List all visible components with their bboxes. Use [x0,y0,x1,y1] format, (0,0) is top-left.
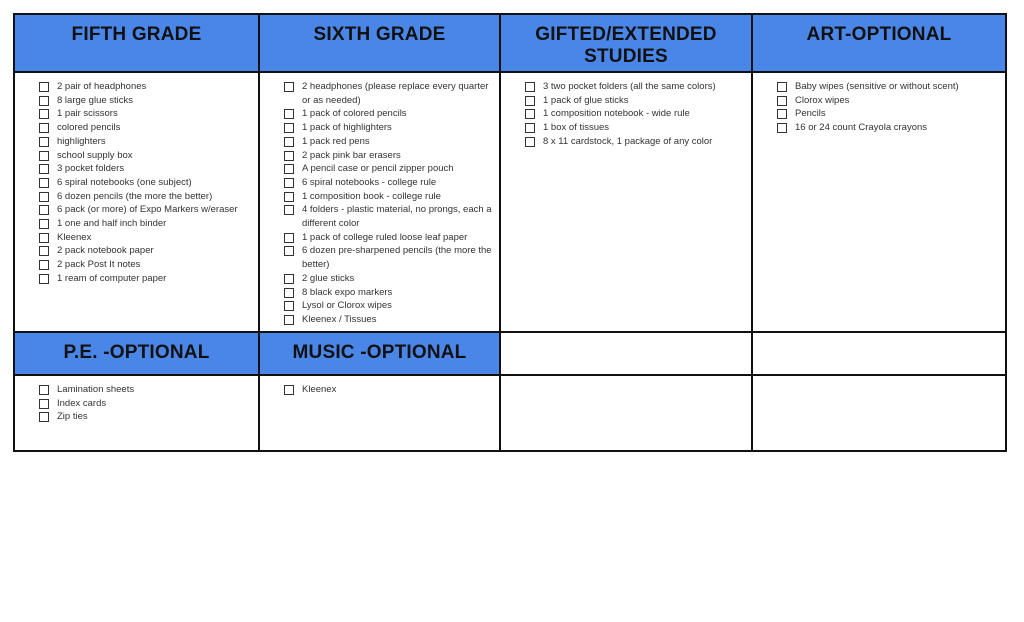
checklist-item-label: 6 spiral notebooks - college rule [302,176,437,188]
checkbox-icon[interactable] [284,164,294,174]
checklist-item-label: 16 or 24 count Crayola crayons [795,122,928,134]
checklist-item[interactable] [39,121,254,135]
checklist-item[interactable] [39,135,254,149]
checklist-item-label: 3 pocket folders [57,163,125,175]
checklist-item-label: Lysol or Clorox wipes [302,300,392,312]
checklist-item-label: Clorox wipes [795,94,850,106]
checkbox-icon[interactable] [284,82,294,92]
checklist-item[interactable] [39,176,254,190]
checkbox-icon[interactable] [777,82,787,92]
checklist-item[interactable] [284,272,495,286]
checkbox-icon[interactable] [39,192,49,202]
music-cell [259,375,500,451]
checklist-item-label: Index cards [57,397,107,409]
pe-title: P.E. -OPTIONAL [63,342,210,363]
checklist-item-label: 2 pack notebook paper [57,245,154,257]
pe-list [15,376,258,424]
checklist-item-label: 1 pack red pens [302,135,370,147]
fifth-grade-title: FIFTH GRADE [71,24,202,45]
checklist-item-label: 1 pack of college ruled loose leaf paper [302,231,468,243]
checkbox-icon[interactable] [777,123,787,133]
empty-body-cell [500,375,752,451]
fifth-grade-list [15,73,258,286]
checklist-item[interactable] [284,203,495,230]
checklist-item[interactable] [39,203,254,217]
checklist-item[interactable] [777,80,1001,94]
fifth-grade-header [14,14,259,72]
fifth-grade-cell [14,72,259,332]
checkbox-icon[interactable] [39,164,49,174]
pe-header [14,332,259,375]
checklist-item[interactable] [284,176,495,190]
supply-list-table [13,13,1007,452]
checkbox-icon[interactable] [284,274,294,284]
checklist-item-label: 1 pack of colored pencils [302,108,407,120]
art-header [752,14,1006,72]
checklist-item[interactable] [39,149,254,163]
checklist-item-label: 6 spiral notebooks (one subject) [57,176,192,188]
checkbox-icon[interactable] [284,233,294,243]
checklist-item-label: 1 box of tissues [543,122,610,134]
checkbox-icon[interactable] [39,246,49,256]
checklist-item[interactable] [525,121,747,135]
checklist-item-label: Kleenex [57,231,92,243]
checklist-item-label: 2 pair of headphones [57,81,147,92]
checklist-item-label: 2 headphones (please replace every quarter or as needed) [302,81,489,106]
checklist-item-label: 8 black expo markers [302,286,393,298]
checkbox-icon[interactable] [284,385,294,395]
checklist-item-label: 2 glue sticks [302,272,355,284]
gifted-cell [500,72,752,332]
checklist-item[interactable] [39,272,254,286]
checklist-item[interactable] [39,410,254,424]
checklist-item-label: A pencil case or pencil zipper pouch [302,163,454,175]
checkbox-icon[interactable] [525,82,535,92]
checklist-item[interactable] [777,121,1001,135]
checklist-item[interactable] [284,135,495,149]
checklist-item[interactable] [284,162,495,176]
checkbox-icon[interactable] [777,109,787,119]
art-cell [752,72,1006,332]
checklist-item[interactable] [284,313,495,327]
sixth-grade-list [260,73,499,327]
checklist-item[interactable] [39,397,254,411]
checklist-item-label: 1 composition book - college rule [302,190,441,202]
checklist-item[interactable] [284,121,495,135]
checklist-item-label: Kleenex / Tissues [302,313,377,325]
checkbox-icon[interactable] [525,109,535,119]
checkbox-icon[interactable] [39,178,49,188]
checklist-item-label: 8 x 11 cardstock, 1 package of any color [543,135,713,147]
checklist-item-label: 1 composition notebook - wide rule [543,108,690,120]
checklist-item-label: 4 folders - plastic material, no prongs, each a different color [302,204,492,230]
checkbox-icon[interactable] [777,96,787,106]
gifted-header [500,14,752,72]
checklist-item-label: Zip ties [57,411,88,423]
checklist-item-label: 3 two pocket folders (all the same colors) [543,81,716,92]
checklist-item-label: 1 pack of highlighters [302,122,392,134]
sixth-grade-cell [259,72,500,332]
checkbox-icon[interactable] [284,151,294,161]
checklist-item-label: 8 large glue sticks [57,94,134,106]
checklist-item-label: Lamination sheets [57,384,135,395]
checklist-item[interactable] [777,94,1001,108]
checkbox-icon[interactable] [284,315,294,325]
checklist-item[interactable] [777,107,1001,121]
checklist-item[interactable] [39,94,254,108]
checkbox-icon[interactable] [39,151,49,161]
checklist-item[interactable] [284,190,495,204]
checklist-item[interactable] [39,162,254,176]
checklist-item[interactable] [39,231,254,245]
music-list [260,376,499,397]
checkbox-icon[interactable] [284,123,294,133]
checkbox-icon[interactable] [284,109,294,119]
checklist-item[interactable] [39,80,254,94]
checkbox-icon[interactable] [284,137,294,147]
checkbox-icon[interactable] [284,301,294,311]
checkbox-icon[interactable] [39,260,49,270]
checklist-item-label: 1 pair scissors [57,108,118,120]
pe-cell [14,375,259,451]
checkbox-icon[interactable] [39,233,49,243]
checkbox-icon[interactable] [39,123,49,133]
checklist-item-label: 6 dozen pencils (the more the better) [57,190,213,202]
checkbox-icon[interactable] [39,399,49,409]
checkbox-icon[interactable] [525,137,535,147]
checklist-item-label: 2 pack Post It notes [57,259,141,271]
checkbox-icon[interactable] [525,123,535,133]
checklist-item-label: Baby wipes (sensitive or without scent) [795,81,959,92]
checkbox-icon[interactable] [39,219,49,229]
checklist-item[interactable] [39,258,254,272]
checklist-item[interactable] [39,107,254,121]
checklist-item[interactable] [525,80,747,94]
checkbox-icon[interactable] [284,288,294,298]
art-title: ART-OPTIONAL [806,24,952,45]
checklist-item[interactable] [284,231,495,245]
checklist-item[interactable] [525,135,747,149]
checklist-item[interactable] [284,149,495,163]
checkbox-icon[interactable] [284,192,294,202]
checkbox-icon[interactable] [284,178,294,188]
empty-body-cell [752,375,1006,451]
checklist-item-label: Pencils [795,108,826,120]
checklist-item-label: 1 ream of computer paper [57,272,167,284]
checkbox-icon[interactable] [39,109,49,119]
music-title: MUSIC -OPTIONAL [292,342,467,363]
checkbox-icon[interactable] [39,205,49,215]
checklist-item[interactable] [284,244,495,271]
checklist-item-label: Kleenex [302,384,337,395]
checkbox-icon[interactable] [525,96,535,106]
checklist-item-label: school supply box [57,149,133,161]
checkbox-icon[interactable] [39,385,49,395]
checklist-item[interactable] [284,286,495,300]
checklist-item[interactable] [284,107,495,121]
checklist-item[interactable] [39,244,254,258]
checklist-item[interactable] [284,299,495,313]
checkbox-icon[interactable] [284,246,294,256]
empty-header-cell [752,332,1006,375]
gifted-title: GIFTED/EXTENDED STUDIES [535,24,717,67]
checklist-item-label: colored pencils [57,122,121,134]
checklist-item[interactable] [284,383,495,397]
checklist-item[interactable] [39,217,254,231]
checklist-item-label: 1 one and half inch binder [57,218,167,230]
checkbox-icon[interactable] [39,82,49,92]
checkbox-icon[interactable] [39,274,49,284]
checklist-item-label: 1 pack of glue sticks [543,94,629,106]
checklist-item-label: highlighters [57,135,106,147]
checklist-item-label: 6 dozen pre-sharpened pencils (the more the better) [302,245,492,271]
checklist-item[interactable] [525,94,747,108]
art-list [753,73,1005,135]
checklist-item[interactable] [39,383,254,397]
sixth-grade-header [259,14,500,72]
checkbox-icon[interactable] [39,412,49,422]
checklist-item[interactable] [39,190,254,204]
music-header [259,332,500,375]
sixth-grade-title: SIXTH GRADE [313,24,446,45]
checklist-item[interactable] [525,107,747,121]
checkbox-icon[interactable] [39,137,49,147]
checklist-item[interactable] [284,80,495,107]
checkbox-icon[interactable] [284,205,294,215]
empty-header-cell [500,332,752,375]
checkbox-icon[interactable] [39,96,49,106]
gifted-list [501,73,751,149]
checklist-item-label: 6 pack (or more) of Expo Markers w/eraser [57,204,238,216]
checklist-item-label: 2 pack pink bar erasers [302,149,401,161]
